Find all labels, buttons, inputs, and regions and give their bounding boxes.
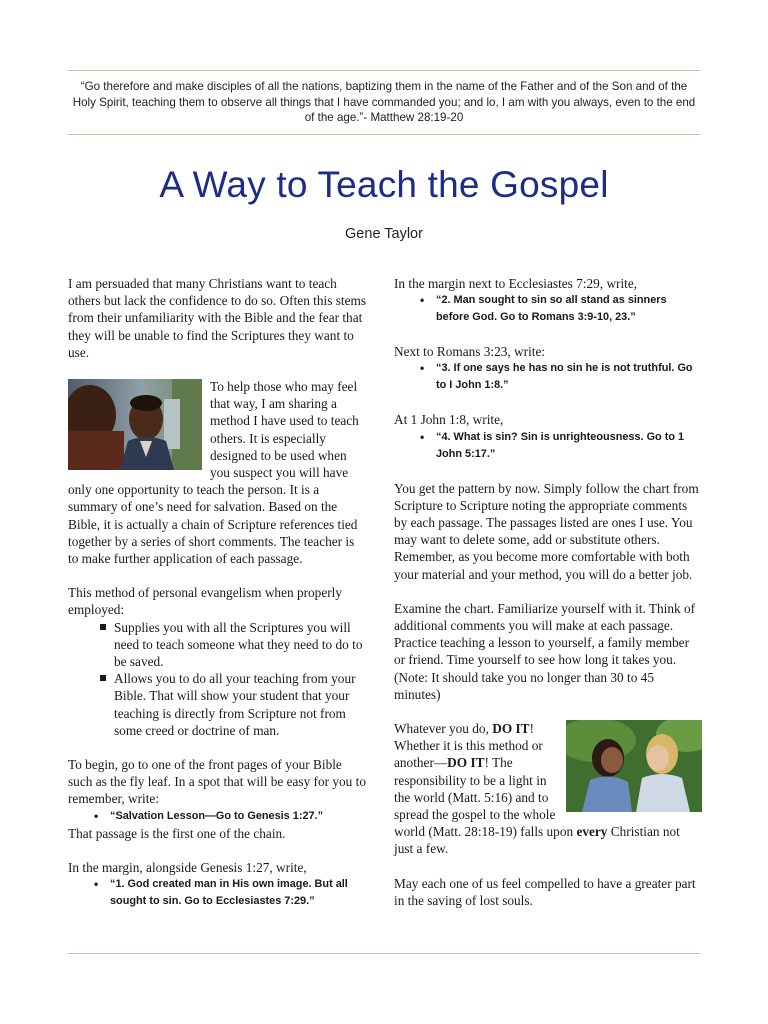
list-item: • “2. Man sought to sin so all stand as sinners before God. Go to Romans 3:9-10, 23.” [436, 292, 702, 326]
men-talking-photo [68, 379, 202, 474]
step2-list [394, 292, 702, 326]
do-it-text-c: ! The responsibility to be a light in the world (Matt. 5:16) and to spread the gospel to the whole world (Matt. 28:18-19) falls upon [394, 755, 577, 840]
list-item: Allows you to do all your teaching from your Bible. That will show your student that your teaching is directly from Scripture not from some creed or doctrine of man. [114, 670, 366, 739]
do-it-text-b: ! Whether it is this method or another— [394, 721, 543, 771]
intro-paragraph: I am persuaded that many Christians want to teach others but lack the confidence to do so. Often this stems from their unfamiliarity with the Bible and the fear that they will be unable to find the Scriptures they want to use. [68, 276, 367, 360]
chain-paragraph: That passage is the first one of the chain. [68, 825, 286, 841]
every-emphasis: every [576, 824, 608, 840]
left-column [68, 275, 366, 910]
bottom-divider [68, 953, 700, 954]
salvation-list [68, 808, 366, 825]
step1-list [68, 876, 366, 910]
top-divider [68, 70, 700, 71]
quote-divider [68, 134, 700, 135]
scripture-quote: “Go therefore and make disciples of all the nations, baptizing them in the name of the Father and of the Son and of the Holy Spirit, teaching them to observe all things that I have commanded you; and lo, I am with you always, even to the end of the age.”- Matthew 28:19-20 [72, 80, 696, 124]
genesis-paragraph: In the margin, alongside Genesis 1:27, write, [68, 859, 307, 875]
do-it-text-d: Christian not just a few. [394, 824, 680, 857]
ecclesiastes-paragraph: In the margin next to Ecclesiastes 7:29, write, [394, 276, 638, 291]
author-name: Gene Taylor [345, 226, 423, 242]
list-item: • “1. God created man in His own image. But all sought to sin. Go to Ecclesiastes 7:29.” [110, 876, 366, 910]
do-it-emphasis: DO IT [447, 755, 485, 771]
right-column [394, 275, 702, 926]
list-item: • “3. If one says he has no sin he is not truthful. Go to I John 1:8.” [436, 360, 702, 394]
list-item: Supplies you with all the Scriptures you will need to teach someone what they need to do to be saved. [114, 619, 366, 671]
step3-list [394, 360, 702, 394]
romans-paragraph: Next to Romans 3:23, write: [394, 344, 546, 360]
girls-talking-photo [566, 720, 702, 816]
closing-paragraph: May each one of us feel compelled to have a greater part in the saving of lost souls. [394, 875, 696, 908]
step4-list [394, 429, 702, 463]
evangelism-intro: This method of personal evangelism when properly employed: [68, 585, 342, 618]
begin-paragraph: To begin, go to one of the front pages of your Bible such as the fly leaf. In a spot that will be easy for you to remember, write: [68, 757, 366, 807]
do-it-emphasis: DO IT [492, 721, 530, 737]
do-it-text-a: Whatever you do, [394, 721, 493, 737]
pattern-paragraph: You get the pattern by now. Simply follow the chart from Scripture to Scripture noting the appropriate comments by each passage. The passages listed are ones I use. You may want to delete some, add or substitute others. Remember, as you become more comfortable with both your material and your method, you will do a better job. [394, 480, 699, 582]
john-paragraph: At 1 John 1:8, write, [394, 412, 504, 428]
benefits-list [68, 619, 366, 739]
chart-paragraph: Examine the chart. Familiarize yourself with it. Think of additional comments you will make at each passage. Practice teaching a lesson to yourself, a family member or friend. Time yourself to see how long it takes you. (Note: It should take you no longer than 30 to 45 minutes) [394, 600, 696, 702]
list-item: • “Salvation Lesson—Go to Genesis 1:27.” [110, 808, 366, 825]
list-item: • “4. What is sin? Sin is unrighteousness. Go to 1 John 5:17.” [436, 429, 702, 463]
page-title: A Way to Teach the Gospel [159, 164, 609, 205]
method-paragraph: To help those who may feel that way, I am sharing a method I have used to teach others. It is especially designed to be used when you suspect you will have only one opportunity to teach the person. It is a summary of one’s need for salvation. Based on the Bible, it is actually a chain of Scripture references tied together by a series of short comments. The teacher is to make further application of each passage. [68, 379, 359, 567]
